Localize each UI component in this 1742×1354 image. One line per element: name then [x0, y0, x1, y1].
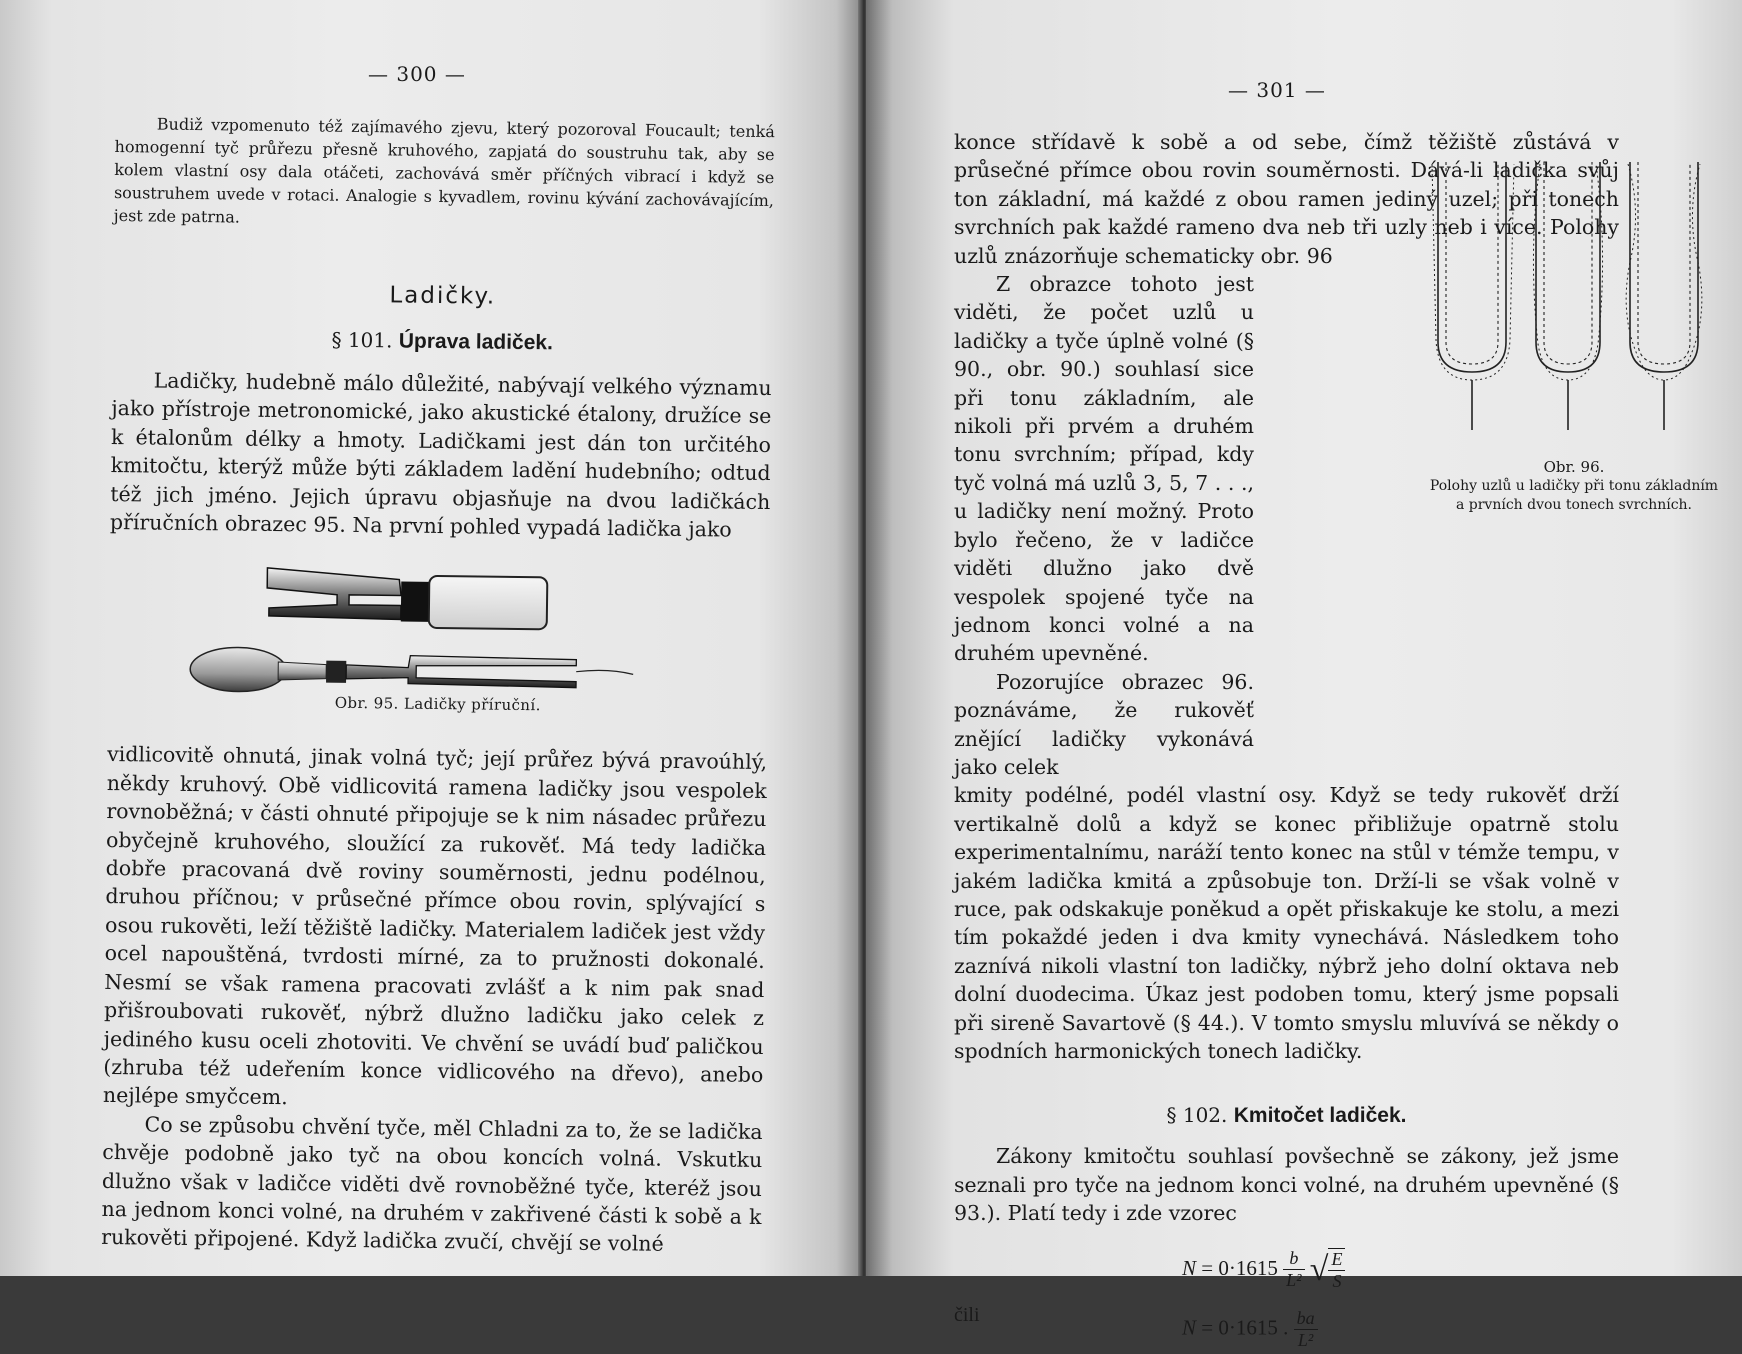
- formula-1-sqrt-fraction: [1328, 1248, 1345, 1292]
- figure-95: [107, 558, 769, 736]
- figure-96: [1424, 152, 1724, 515]
- section-number: § 102.: [1166, 1103, 1228, 1128]
- intro-paragraph: Budiž vzpomenuto též zajímavého zjevu, který pozoroval Foucault; tenká homogenní tyč průřezu přesně kruhového, zapjatá do soustruhu tak, aby se kolem vlastní osy dala otáčeti, zachovává směr příčných vibrací i když se soustruhem uvede v rotaci. Analogie s kyvadlem, rovinu kývání zachovávajícím, jest zde patrna.: [113, 114, 775, 227]
- left-page-content: [101, 112, 775, 1260]
- formula-1-fraction-numerator: b: [1283, 1248, 1304, 1270]
- figure-95-caption: Obr. 95. Ladičky příruční.: [334, 694, 541, 715]
- formula-1-lhs: N: [1182, 1255, 1197, 1280]
- wrapped-text-column: [954, 270, 1254, 781]
- section-number: § 101.: [331, 327, 393, 353]
- fork-fundamental: [1432, 162, 1514, 430]
- left-page: [0, 0, 862, 1276]
- section-heading-101: [112, 325, 772, 358]
- paragraph-nodes-intro: konce střídavě k sobě a od sebe, čímž těžiště zůstává v průsečné přímce obou rovin souměrnosti. Dává-li ladička svůj ton základní, má každé z obou ramen jediný uzel; při tonech svrchních pak každé rameno dva neb tři uzly neb i více. Polohy uzlů znázorňuje schematicky obr. 96: [954, 130, 1619, 268]
- formula-1-coefficient: 0·1615: [1218, 1255, 1278, 1280]
- formula-1-sqrt-numerator: E: [1328, 1249, 1345, 1271]
- fork-second-overtone: [1626, 162, 1702, 430]
- lower-tuning-fork: [190, 647, 634, 696]
- fork-first-overtone: [1533, 162, 1602, 430]
- paragraph-handle-start: Pozorujíce obrazec 96. poznáváme, že rukověť znějící ladičky vykonává jako celek: [954, 669, 1254, 779]
- paragraph-fork-description: vidlicovitě ohnutá, jinak volná tyč; její průřez bývá pravoúhlý, někdy kruhový. Obě vidlicovitá ramena ladičky jsou vespolek rovnoběžná; v části ohnuté připojuje se k nim násadec průřezu obyčejně kruhového, sloužící za rukověť. Má tedy ladička dobře pracovaná dvě roviny souměrnosti, jednu podélnou, druhou příčnou; v průsečné přímce obou rovin, splývající s osou rukověti, leží těžiště ladičky. Materialem ladiček jest vždy ocel napouštěná, tvrdosti mírné, za to pružnosti dokonalé. Nesmí se však ramena pracovati zvlášť a k nim pak snad přišroubovati rukověť, nýbrž dlužno ladičku jako celek z jediného kusu oceli zhotoviti. Ve chvění se uvádí buď paličkou (zhruba též udeřením konce vidlicového na dřevo), anebo nejlépe smyčcem.: [102, 742, 768, 1110]
- figure-96-caption: Polohy uzlů u ladičky při tonu základním a prvních dvou tonech svrchních.: [1429, 478, 1719, 513]
- paragraph-ladicky-intro: Ladičky, hudebně málo důležité, nabývají velkého významu jako přístroje metronomické, jako akustické étalony, družíce se k étalonům délky a hmoty. Ladičkami jest dán ton určitého kmitočtu, kterýž může býti základem ladění hudebního; odtud též jich jméno. Jejich úpravu objasňuje na dvou ladičkách příručních obrazec 95. Na první pohled vypadá ladička jako: [109, 368, 772, 542]
- chapter-title: Ladičky.: [389, 282, 497, 310]
- upper-tuning-fork: [267, 568, 548, 629]
- paragraph-node-count-text: Z obrazce tohoto jest viděti, že počet uzlů u ladičky a tyče úplně volné (§ 90., obr. 90.) souhlasí sice při tonu základním, ale nikoli při prvém a druhém tonu svrchním; případ, kdy tyč volná má uzlů 3, 5, 7 . . ., u ladičky není možný. Proto bylo řečeno, že v ladičce viděti dlužno jako dvě vespolek spojené tyče na jednom konci volné a na druhém upevněné.: [954, 272, 1254, 666]
- paragraph-handle-vibration: kmity podélné, podél vlastní osy. Když se tedy rukověť drží vertikalně dolů a když se konec přibližuje opatrně stolu experimentalnímu, naráží tento konec na stůl v témže tempu, v jakém ladička kmitá a způsobuje ton. Drží-li se však volně v ruce, pak odskakuje poněkud a opět přiskakuje ke stolu, a mezi tím pokaždé jeden i dva kmity vynechává. Následkem toho zaznívá nikoli vlastní ton ladičky, nýbrž jeho dolní oktava neb dolní duodecima. Úkaz jest podoben tomu, který jsme popsali při sireně Savartově (§ 44.). V tomto smyslu mluvívá se někdy o spodních harmonických tonech ladičky.: [954, 783, 1619, 1063]
- or-word: čili: [954, 1303, 980, 1326]
- paragraph-node-count: [954, 270, 1254, 668]
- right-page: [866, 0, 1742, 1350]
- page-number-left: — 300 —: [368, 62, 466, 86]
- page-number-right: — 301 —: [1228, 78, 1326, 102]
- square-root-sign: √: [1309, 1250, 1329, 1288]
- formula-2-fraction-denominator: L²: [1297, 1329, 1314, 1350]
- formula-1-sqrt-denominator: S: [1332, 1270, 1342, 1291]
- figure-96-number: Obr. 96.: [1543, 458, 1605, 476]
- formula-2: čili N = 0·1615 . $\frac{ba}{\text{L²}}$: [954, 1298, 1619, 1354]
- paragraph-frequency-laws: Zákony kmitočtu souhlasí povšechně se zákony, jež jsme seznali pro tyče na jednom konci volné, na druhém upevněné (§ 93.). Platí tedy i zde vzorec: [954, 1144, 1619, 1226]
- formula-2-coefficient: 0·1615: [1218, 1314, 1278, 1339]
- formula-1: N = 0·1615 $\frac{b}{\text{L²}}$ √ $\frac{E}{S}$: [954, 1238, 1619, 1294]
- section-heading-102: [954, 1103, 1619, 1128]
- formula-1-fraction: [1283, 1248, 1304, 1291]
- formula-1-fraction-denominator: L²: [1286, 1270, 1302, 1291]
- formula-2-fraction-numerator: ba: [1294, 1308, 1318, 1330]
- tuning-fork-nodes-diagram: [1424, 152, 1724, 452]
- section-title: Kmitočet ladiček.: [1233, 1104, 1407, 1128]
- formula-2-fraction: [1294, 1308, 1318, 1351]
- paragraph-chladni: Co se způsobu chvění tyče, měl Chladni za to, že se ladička chvěje podobně jako tyč na obou koncích volná. Vskutku dlužno však v ladičce viděti dvě rovnoběžné tyče, kteréž jsou na jednom konci volné, na druhém v zakřivené části k sobě a k rukověti připojené. Když ladička zvučí, chvějí se volné: [101, 1112, 763, 1257]
- section-title: Úprava ladiček.: [398, 329, 554, 355]
- formula-2-lhs: N: [1182, 1314, 1197, 1339]
